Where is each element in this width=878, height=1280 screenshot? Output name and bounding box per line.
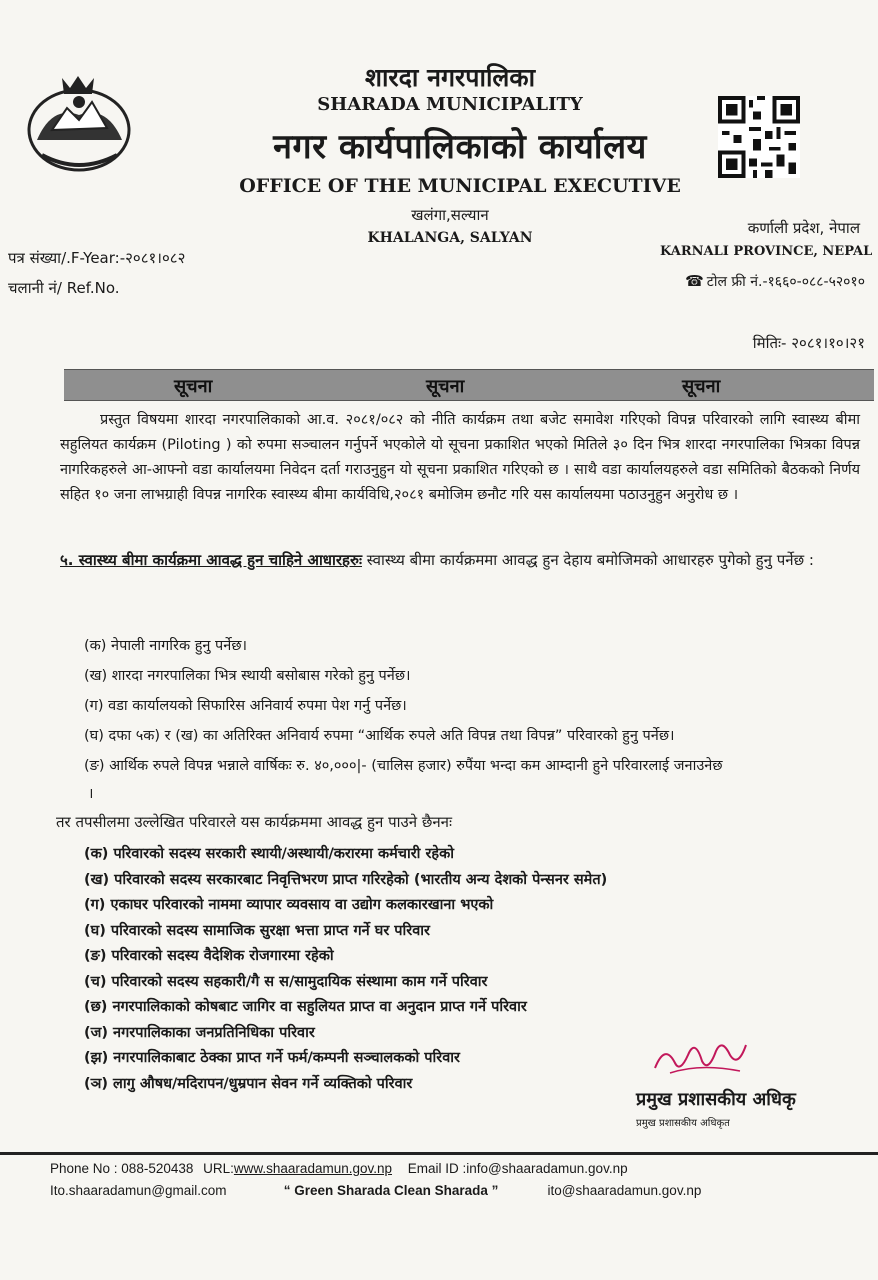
letter-number: पत्र संख्या/.F-Year:-२०८१।०८२ — [8, 249, 186, 267]
qr-code — [718, 96, 800, 178]
criteria-item: (घ) दफा ५क) र (ख) का अतिरिक्त अनिवार्य रुपमा “आर्थिक रुपले अति विपन्न तथा विपन्न” परिवारको हुनु पर्नेछ। — [84, 728, 675, 744]
website-link[interactable]: www.shaaradamun.gov.np — [233, 1161, 392, 1176]
notice-label: सूचना — [682, 376, 721, 397]
signatory-subtitle: प्रमुख प्रशासकीय अधिकृत — [636, 1118, 730, 1129]
section-intro: स्वास्थ्य बीमा कार्यक्रममा आवद्ध हुन देहाय बमोजिमको आधारहरु पुगेको हुनु पर्नेछ : — [366, 551, 814, 569]
footer-line-2 — [50, 1183, 701, 1198]
office-name-nepali: नगर कार्यपालिकाको कार्यालय — [273, 127, 647, 167]
footer-url-label: URL: — [203, 1161, 234, 1176]
eligibility-section — [60, 547, 870, 574]
exclusion-item: (ज) नगरपालिकाका जनप्रतिनिधिका परिवार — [84, 1024, 315, 1041]
municipality-name-english: SHARADA MUNICIPALITY — [317, 94, 583, 115]
office-name-english: OFFICE OF THE MUNICIPAL EXECUTIVE — [239, 175, 681, 197]
footer-phone: Phone No : 088-520438 — [50, 1161, 194, 1176]
notice-label: सूचना — [426, 376, 465, 397]
footer-divider — [0, 1152, 878, 1155]
eligibility-criteria-list — [84, 632, 874, 808]
reference-number: चलानी नं/ Ref.No. — [8, 279, 120, 297]
criteria-item-end: । — [88, 786, 94, 802]
exclusion-item: (क) परिवारको सदस्य सरकारी स्थायी/अस्थायी/करारमा कर्मचारी रहेको — [84, 846, 455, 862]
toll-free-line — [603, 272, 865, 291]
exclusion-item: (ञ) लागु औषध/मदिरापन/धुम्रपान सेवन गर्ने व्यक्तिको परिवार — [84, 1075, 413, 1092]
address-english: KHALANGA, SALYAN — [367, 230, 533, 246]
exclusion-item: (छ) नगरपालिकाको कोषबाट जागिर वा सहुलियत प्राप्त वा अनुदान प्राप्त गर्ने परिवार — [84, 999, 527, 1015]
exclusion-list — [84, 842, 684, 1097]
criteria-item: (ख) शारदा नगरपालिका भित्र स्थायी बसोबास गरेको हुनु पर्नेछ। — [84, 668, 411, 684]
footer-slogan: “ Green Sharada Clean Sharada ” — [283, 1183, 499, 1198]
exclusion-item: (झ) नगरपालिकाबाट ठेक्का प्राप्त गर्ने फर्म/कम्पनी सञ्चालकको परिवार — [84, 1050, 460, 1066]
exclusion-item: (च) परिवारको सदस्य सहकारी/गै स स/सामुदायिक संस्थामा काम गर्ने परिवार — [84, 973, 488, 990]
signatory-title: प्रमुख प्रशासकीय अधिकृ — [636, 1089, 796, 1110]
exclusion-heading: तर तपसीलमा उल्लेखित परिवारले यस कार्यक्रममा आवद्ध हुन पाउने छैननः — [56, 813, 453, 831]
footer-line-1 — [50, 1161, 628, 1176]
exclusion-item: (ङ) परिवारको सदस्य वैदेशिक रोजगारमा रहेको — [84, 948, 334, 964]
notice-paragraph — [60, 408, 860, 508]
notice-date: मितिः- २०८१।१०।२१ — [752, 334, 865, 352]
telephone-icon: ☎ — [685, 272, 704, 290]
address-nepali: खलंगा,सल्यान — [411, 206, 489, 224]
exclusion-item: (ग) एकाघर परिवारको नाममा व्यापार व्यवसाय वा उद्योग कलकारखाना भएको — [84, 897, 494, 913]
footer-email-gmail[interactable]: Ito.shaaradamun@gmail.com — [50, 1183, 227, 1198]
municipality-name-nepali: शारदा नगरपालिका — [364, 63, 536, 92]
notice-banner — [64, 369, 874, 401]
footer-email-ito[interactable]: ito@shaaradamun.gov.np — [547, 1183, 702, 1198]
handwritten-signature — [650, 1033, 750, 1083]
exclusion-item: (घ) परिवारको सदस्य सामाजिक सुरक्षा भत्ता प्राप्त गर्ने घर परिवार — [84, 922, 430, 939]
criteria-item: (क) नेपाली नागरिक हुनु पर्नेछ। — [84, 638, 247, 654]
toll-free-number: टोल फ्री नं.-१६६०-०८८-५२०१० — [706, 274, 865, 290]
criteria-item: (ङ) आर्थिक रुपले विपन्न भन्नाले वार्षिकः रु. ४०,०००|- (चालिस हजार) रुपैंया भन्दा कम आम्दानी हुने परिवारलाई जनाउनेछ — [84, 758, 723, 774]
footer-email-info[interactable]: Email ID :info@shaaradamun.gov.np — [407, 1161, 628, 1176]
province-english: KARNALI PROVINCE, NEPAL — [660, 244, 873, 259]
province-nepali: कर्णाली प्रदेश, नेपाल — [747, 219, 860, 237]
nepal-emblem-logo — [22, 70, 137, 175]
section-heading: ५. स्वास्थ्य बीमा कार्यक्रमा आवद्ध हुन चाहिने आधारहरुः — [60, 551, 362, 569]
exclusion-item: (ख) परिवारको सदस्य सरकारबाट निवृत्तिभरण प्राप्त गरिरहेको (भारतीय अन्य देशको पेन्सनर समेत) — [84, 871, 608, 888]
criteria-item: (ग) वडा कार्यालयको सिफारिस अनिवार्य रुपमा पेश गर्नु पर्नेछ। — [84, 698, 407, 714]
notice-label: सूचना — [174, 376, 213, 397]
paragraph-text: प्रस्तुत विषयमा शारदा नगरपालिकाको आ.व. २०८१/०८२ को नीति कार्यक्रम तथा बजेट समावेश गरिएको विपन्न परिवारको लागि स्वास्थ्य बीमा सहुलियत कार्यक्रम (Piloting ) को रुपमा सञ्चालन गर्नुपर्ने भएकोले यो सूचना प्रकाशित भएको मितिले ३० दिन भित्र शारदा नगरपालिका भित्रका विपन्न नागरिकहरुले आ-आफ्नो वडा कार्यालयमा निवेदन दर्ता गराउनुहुन यो सूचना प्रकाशित गरिएको छ । साथै वडा कार्यालयहरुले वडा समितिको बैठकको निर्णय सहित १० जना लाभग्राही विपन्न नागरिक स्वास्थ्य बीमा कार्यविधि,२०८१ बमोजिम छनौट गरि यस कार्यालयमा पठाउनुहुन अनुरोध छ । — [60, 412, 860, 503]
